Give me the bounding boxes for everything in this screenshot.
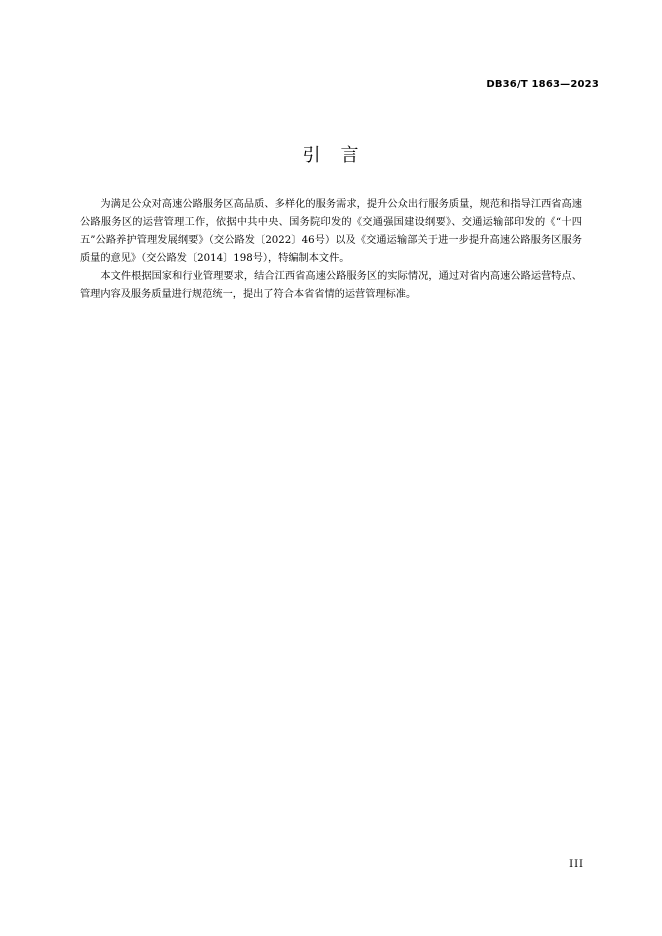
page-number: III bbox=[569, 859, 584, 870]
paragraph-1: 为满足公众对高速公路服务区高品质、多样化的服务需求，提升公众出行服务质量，规范和指导江西省高速公路服务区的运营管理工作，依据中共中央、国务院印发的《交通强国建设纲要》、交通运输部印发的《“十四五”公路养护管理发展纲要》（交公路发〔2022〕46号）以及《交通运输部关于进一步提升高速公路服务区服务质量的意见》（交公路发〔2014〕198号），特编制本文件。 bbox=[80, 199, 582, 264]
paragraph-2: 本文件根据国家和行业管理要求，结合江西省高速公路服务区的实际情况，通过对省内高速公路运营特点、管理内容及服务质量进行规范统一，提出了符合本省省情的运营管理标准。 bbox=[80, 271, 582, 300]
standard-code: DB36/T 1863—2023 bbox=[486, 79, 599, 90]
page-title: 引 言 bbox=[302, 145, 360, 166]
document-body bbox=[80, 196, 582, 304]
